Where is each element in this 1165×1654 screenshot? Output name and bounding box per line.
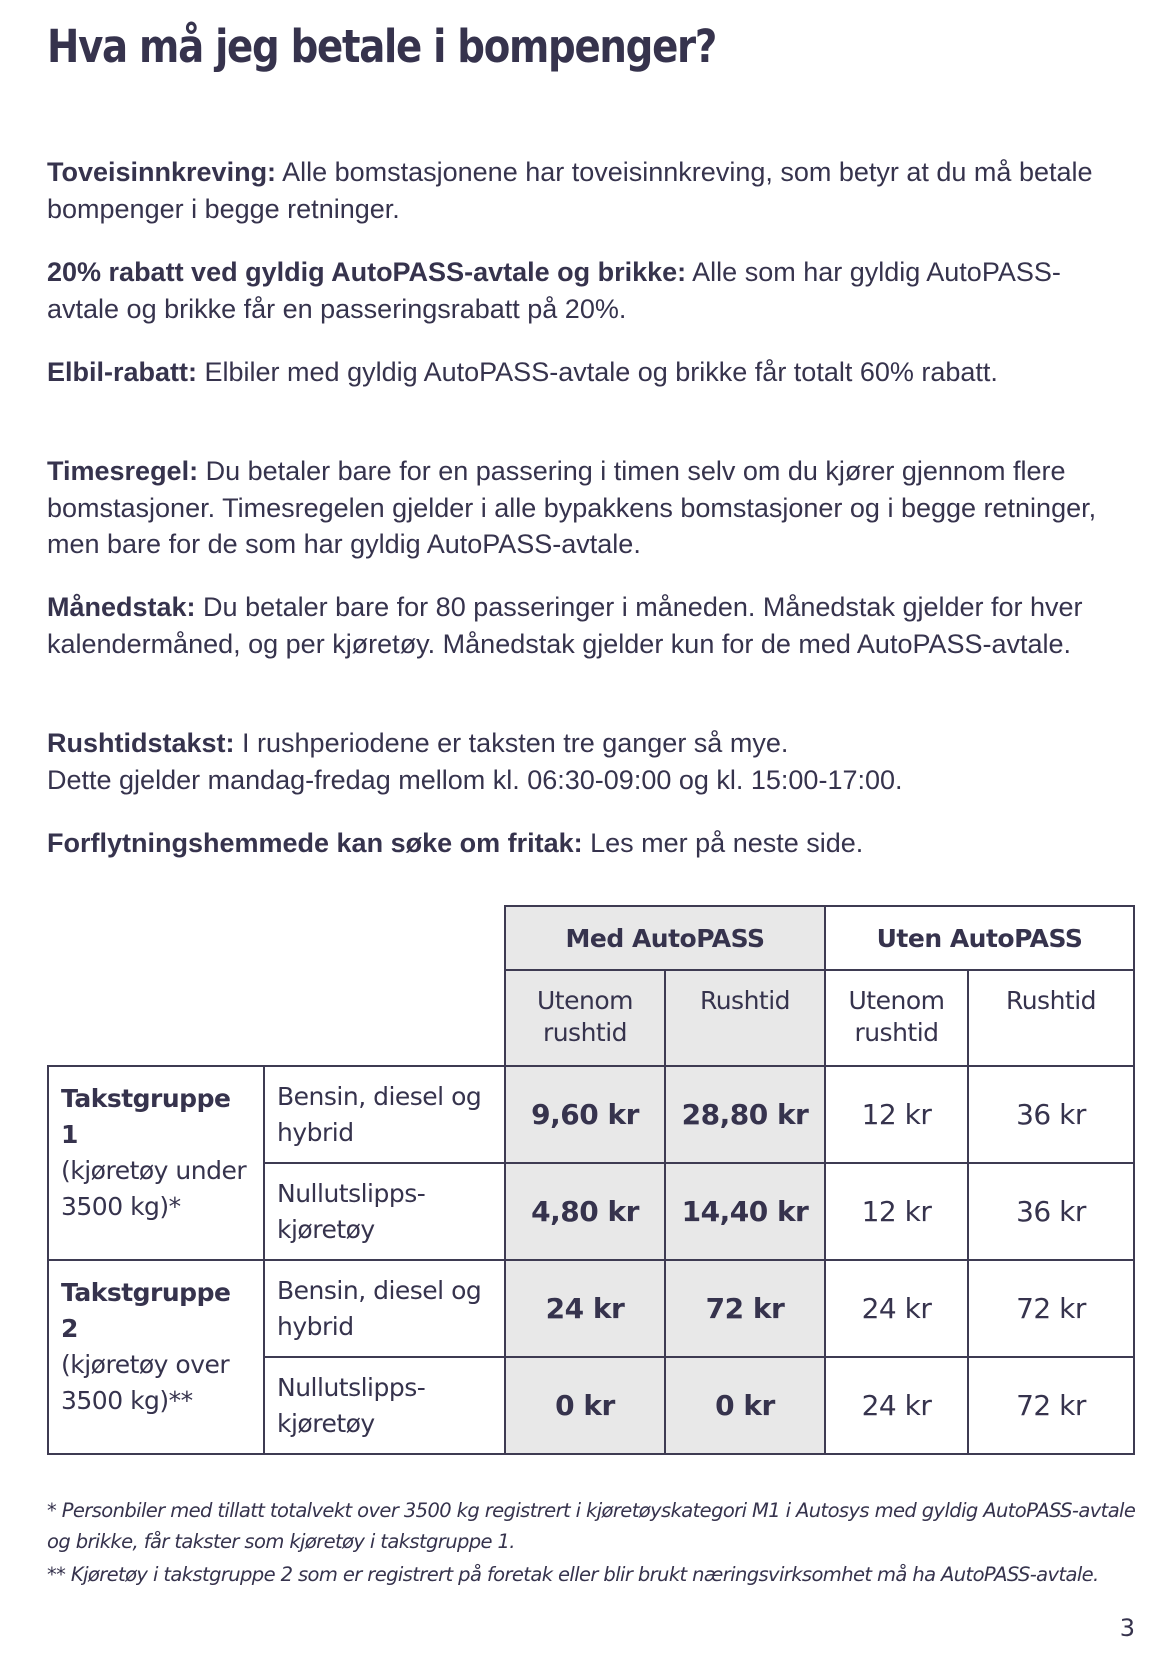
price-with-off-peak: 9,60 kr	[505, 1066, 665, 1163]
header-without-autopass: Uten AutoPASS	[825, 906, 1134, 970]
rule-monthly-cap	[47, 589, 1127, 662]
vehicle-type: Bensin, diesel og hybrid	[264, 1066, 505, 1163]
group-name: Takstgruppe 1	[61, 1084, 231, 1149]
price-with-peak: 14,40 kr	[665, 1163, 825, 1260]
header-with-autopass: Med AutoPASS	[505, 906, 825, 970]
rule-label: Forflytningshemmede kan søke om fritak:	[47, 828, 583, 858]
price-without-off-peak: 24 kr	[825, 1357, 968, 1454]
toll-rate-table	[47, 905, 1135, 1455]
rule-label: 20% rabatt ved gyldig AutoPASS-avtale og brikke:	[47, 257, 687, 287]
rule-text: I rushperiodene er taksten tre ganger så mye.	[234, 728, 789, 758]
group-desc: (kjøretøy under 3500 kg)*	[61, 1156, 247, 1221]
price-without-peak: 72 kr	[968, 1357, 1134, 1454]
vehicle-type: Nullutslipps-kjøretøy	[264, 1163, 505, 1260]
subheader-peak: Rushtid	[665, 970, 825, 1066]
price-without-peak: 72 kr	[968, 1260, 1134, 1357]
page-title: Hva må jeg betale i bompenger?	[47, 20, 716, 73]
price-with-off-peak: 0 kr	[505, 1357, 665, 1454]
price-with-off-peak: 4,80 kr	[505, 1163, 665, 1260]
rule-label: Elbil-rabatt:	[47, 357, 198, 387]
price-with-peak: 0 kr	[665, 1357, 825, 1454]
vehicle-type: Nullutslipps-kjøretøy	[264, 1357, 505, 1454]
footnote: ** Kjøretøy i takstgruppe 2 som er registrert på foretak eller blir brukt næringsvirksomhet må ha AutoPASS-avtale.	[47, 1563, 1099, 1586]
group-desc: (kjøretøy over 3500 kg)**	[61, 1350, 230, 1415]
rule-text: Alle bomstasjonene har toveisinnkreving, som betyr at du må betale bompenger i begge retninger.	[47, 157, 1093, 224]
rule-label: Toveisinnkreving:	[47, 157, 277, 187]
price-with-off-peak: 24 kr	[505, 1260, 665, 1357]
rule-exemption	[47, 825, 1127, 862]
rule-text: Alle som har gyldig AutoPASS-avtale og brikke får en passeringsrabatt på 20%.	[47, 257, 1061, 324]
group-cell	[48, 1066, 264, 1260]
footnote: * Personbiler med tillatt totalvekt over 3500 kg registrert i kjøretøyskategori M1 i Autosys med gyldig AutoPASS-avtale og brikke, får takster som kjøretøy i takstgruppe 1.	[47, 1499, 1136, 1553]
rule-autopass-discount	[47, 254, 1127, 327]
price-without-peak: 36 kr	[968, 1066, 1134, 1163]
rule-text: Les mer på neste side.	[582, 828, 864, 858]
price-without-off-peak: 12 kr	[825, 1066, 968, 1163]
price-with-peak: 72 kr	[665, 1260, 825, 1357]
rule-two-way-collection	[47, 154, 1127, 227]
rule-label: Timesregel:	[47, 456, 199, 486]
rule-ev-discount	[47, 354, 1127, 391]
rule-text: Du betaler bare for 80 passeringer i måneden. Månedstak gjelder for hver kalendermåned, og per kjøretøy. Månedstak gjelder kun for de med AutoPASS-avtale.	[47, 592, 1083, 659]
price-without-off-peak: 12 kr	[825, 1163, 968, 1260]
price-without-off-peak: 24 kr	[825, 1260, 968, 1357]
page-number: 3	[1119, 1614, 1135, 1642]
table-row	[48, 1260, 1134, 1357]
group-name: Takstgruppe 2	[61, 1278, 231, 1343]
footnotes	[47, 1496, 1137, 1594]
rule-text-line2: Dette gjelder mandag-fredag mellom kl. 06:30-09:00 og kl. 15:00-17:00.	[47, 764, 903, 795]
rule-rush-hour	[47, 725, 1127, 798]
subheader-peak: Rushtid	[968, 970, 1134, 1066]
group-cell	[48, 1260, 264, 1454]
rule-label: Rushtidstakst:	[47, 728, 235, 758]
subheader-off-peak: Utenom rushtid	[825, 970, 968, 1066]
rule-text: Du betaler bare for en passering i timen selv om du kjører gjennom flere bomstasjoner. Timesregelen gjelder i alle bypakkens bomstasjoner og i begge retninger, men bare for de som har gyldig AutoPASS-avtale.	[47, 456, 1097, 559]
price-without-peak: 36 kr	[968, 1163, 1134, 1260]
vehicle-type: Bensin, diesel og hybrid	[264, 1260, 505, 1357]
rule-label: Månedstak:	[47, 592, 196, 622]
price-with-peak: 28,80 kr	[665, 1066, 825, 1163]
table-row	[48, 1066, 1134, 1163]
rule-hour-rule	[47, 453, 1127, 563]
rule-text: Elbiler med gyldig AutoPASS-avtale og brikke får totalt 60% rabatt.	[197, 357, 998, 387]
subheader-off-peak: Utenom rushtid	[505, 970, 665, 1066]
